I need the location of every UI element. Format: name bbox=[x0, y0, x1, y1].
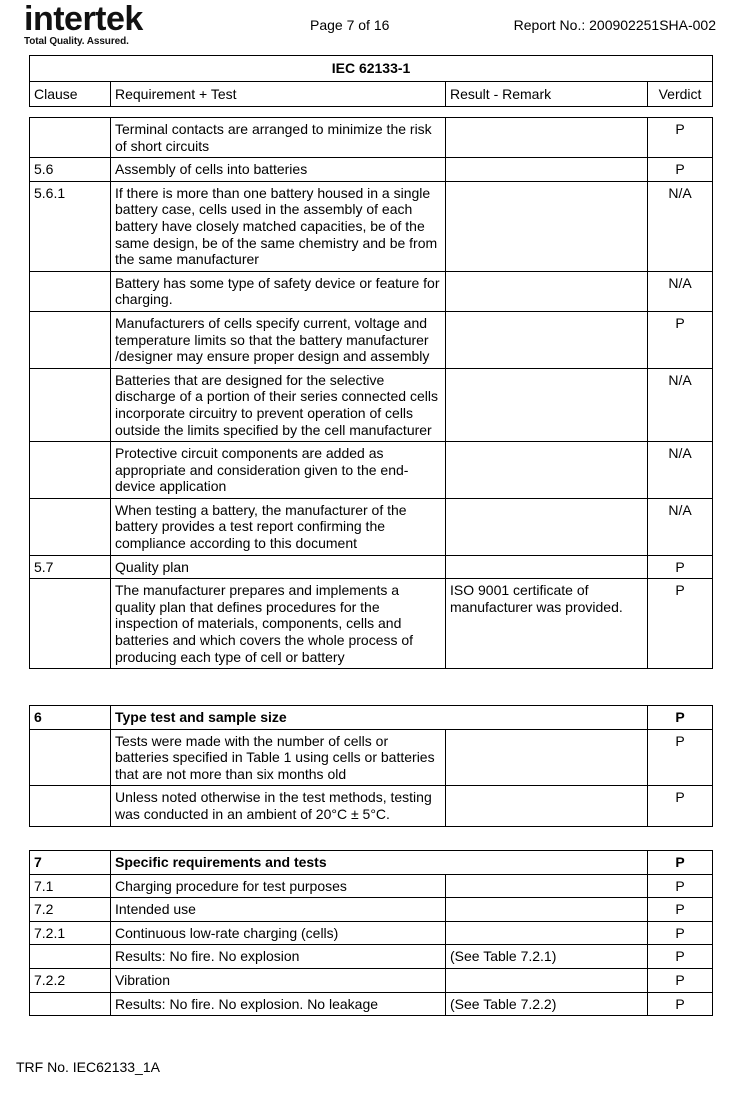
col-verdict: Verdict bbox=[648, 81, 713, 107]
table-row bbox=[30, 968, 713, 992]
verdict-cell: P bbox=[648, 968, 713, 992]
col-clause: Clause bbox=[30, 81, 111, 107]
requirement-cell: Protective circuit components are added as appropriate and consideration given to the end-device application bbox=[111, 442, 446, 499]
section-heading-row bbox=[30, 851, 713, 875]
requirement-cell: Vibration bbox=[111, 968, 446, 992]
remark-cell bbox=[446, 555, 648, 579]
trf-number: TRF No. IEC62133_1A bbox=[16, 1059, 160, 1075]
standard-title: IEC 62133-1 bbox=[30, 56, 713, 82]
verdict-cell: P bbox=[648, 579, 713, 669]
requirement-cell: Assembly of cells into batteries bbox=[111, 158, 446, 182]
requirement-cell: Unless noted otherwise in the test methods, testing was conducted in an ambient of 20°C ± 5°C. bbox=[111, 786, 446, 826]
clause-cell bbox=[30, 498, 111, 555]
report-number: Report No.: 200902251SHA-002 bbox=[513, 17, 716, 33]
requirement-cell: Intended use bbox=[111, 898, 446, 922]
remark-cell bbox=[446, 786, 648, 826]
clause-cell bbox=[30, 786, 111, 826]
clause-cell bbox=[30, 368, 111, 441]
requirement-cell: Battery has some type of safety device or feature for charging. bbox=[111, 271, 446, 311]
verdict-cell: P bbox=[648, 898, 713, 922]
verdict-cell: P bbox=[648, 945, 713, 969]
clause-cell: 5.6 bbox=[30, 158, 111, 182]
remark-cell bbox=[446, 874, 648, 898]
remark-cell: (See Table 7.2.1) bbox=[446, 945, 648, 969]
remark-cell bbox=[446, 921, 648, 945]
requirement-cell: Charging procedure for test purposes bbox=[111, 874, 446, 898]
table-row bbox=[30, 579, 713, 669]
table-row bbox=[30, 921, 713, 945]
clause-cell: 7.2.2 bbox=[30, 968, 111, 992]
table-row bbox=[30, 368, 713, 441]
section-title: Specific requirements and tests bbox=[111, 851, 648, 875]
verdict-cell: N/A bbox=[648, 181, 713, 271]
verdict-cell: P bbox=[648, 992, 713, 1016]
table-row bbox=[30, 945, 713, 969]
requirement-cell: Results: No fire. No explosion. No leakage bbox=[111, 992, 446, 1016]
clause-cell: 7.2.1 bbox=[30, 921, 111, 945]
requirement-cell: Results: No fire. No explosion bbox=[111, 945, 446, 969]
logo-tagline: Total Quality. Assured. bbox=[24, 36, 129, 47]
requirement-cell: Terminal contacts are arranged to minimize the risk of short circuits bbox=[111, 118, 446, 158]
clause-cell bbox=[30, 992, 111, 1016]
requirement-cell: If there is more than one battery housed in a single battery case, cells used in the assembly of each battery have closely matched capacities, be of the same design, be of the same chemistry and be from the same manufacturer bbox=[111, 181, 446, 271]
verdict-cell: P bbox=[648, 874, 713, 898]
remark-cell bbox=[446, 181, 648, 271]
clause-cell bbox=[30, 945, 111, 969]
remark-cell bbox=[446, 968, 648, 992]
clause-cell: 7.2 bbox=[30, 898, 111, 922]
col-requirement: Requirement + Test bbox=[111, 81, 446, 107]
page-number: Page 7 of 16 bbox=[310, 17, 390, 33]
standard-header-table bbox=[29, 55, 713, 107]
remark-cell bbox=[446, 311, 648, 368]
section-verdict: P bbox=[648, 851, 713, 875]
clause-cell bbox=[30, 311, 111, 368]
requirement-cell: Tests were made with the number of cells or batteries specified in Table 1 using cells or batteries that are not more than six months old bbox=[111, 729, 446, 786]
verdict-cell: N/A bbox=[648, 368, 713, 441]
table-row bbox=[30, 874, 713, 898]
clause-cell: 7.1 bbox=[30, 874, 111, 898]
verdict-cell: P bbox=[648, 921, 713, 945]
table-row bbox=[30, 442, 713, 499]
remark-cell bbox=[446, 118, 648, 158]
table-row bbox=[30, 498, 713, 555]
verdict-cell: P bbox=[648, 311, 713, 368]
section-verdict: P bbox=[648, 706, 713, 730]
logo-wordmark: intertek bbox=[24, 0, 143, 38]
section-clause: 6 bbox=[30, 706, 111, 730]
section-6-table bbox=[29, 705, 713, 827]
table-row bbox=[30, 729, 713, 786]
remark-cell bbox=[446, 368, 648, 441]
verdict-cell: P bbox=[648, 729, 713, 786]
requirement-cell: Batteries that are designed for the selective discharge of a portion of their series connected cells incorporate circuitry to prevent operation of cells outside the limits specified by the cell manufacturer bbox=[111, 368, 446, 441]
clause-cell bbox=[30, 729, 111, 786]
table-row bbox=[30, 311, 713, 368]
remark-cell bbox=[446, 498, 648, 555]
table-row bbox=[30, 118, 713, 158]
table-row bbox=[30, 158, 713, 182]
requirement-cell: Quality plan bbox=[111, 555, 446, 579]
section-clause: 7 bbox=[30, 851, 111, 875]
clause-cell bbox=[30, 442, 111, 499]
requirement-cell: Manufacturers of cells specify current, voltage and temperature limits so that the battery manufacturer /designer may ensure proper design and assembly bbox=[111, 311, 446, 368]
clause-cell bbox=[30, 271, 111, 311]
remark-cell bbox=[446, 729, 648, 786]
section-title: Type test and sample size bbox=[111, 706, 648, 730]
remark-cell bbox=[446, 271, 648, 311]
requirement-cell: Continuous low-rate charging (cells) bbox=[111, 921, 446, 945]
table-row bbox=[30, 555, 713, 579]
col-remark: Result - Remark bbox=[446, 81, 648, 107]
verdict-cell: N/A bbox=[648, 498, 713, 555]
remark-cell bbox=[446, 898, 648, 922]
clause-cell: 5.6.1 bbox=[30, 181, 111, 271]
remark-cell bbox=[446, 158, 648, 182]
verdict-cell: P bbox=[648, 786, 713, 826]
clause-cell bbox=[30, 579, 111, 669]
requirement-cell: The manufacturer prepares and implements a quality plan that defines procedures for the inspection of materials, components, cells and batteries and which covers the whole process of producing each type of cell or battery bbox=[111, 579, 446, 669]
requirement-cell: When testing a battery, the manufacturer of the battery provides a test report confirming the compliance according to this document bbox=[111, 498, 446, 555]
verdict-cell: P bbox=[648, 555, 713, 579]
table-row bbox=[30, 271, 713, 311]
remark-cell: ISO 9001 certificate of manufacturer was provided. bbox=[446, 579, 648, 669]
verdict-cell: N/A bbox=[648, 442, 713, 499]
remark-cell bbox=[446, 442, 648, 499]
table-row bbox=[30, 786, 713, 826]
verdict-cell: P bbox=[648, 118, 713, 158]
table-row bbox=[30, 898, 713, 922]
remark-cell: (See Table 7.2.2) bbox=[446, 992, 648, 1016]
verdict-cell: P bbox=[648, 158, 713, 182]
table-row bbox=[30, 992, 713, 1016]
intertek-logo bbox=[24, 2, 174, 48]
section-5-table bbox=[29, 117, 713, 669]
section-7-table bbox=[29, 850, 713, 1016]
verdict-cell: N/A bbox=[648, 271, 713, 311]
section-heading-row bbox=[30, 706, 713, 730]
table-row bbox=[30, 181, 713, 271]
clause-cell bbox=[30, 118, 111, 158]
clause-cell: 5.7 bbox=[30, 555, 111, 579]
